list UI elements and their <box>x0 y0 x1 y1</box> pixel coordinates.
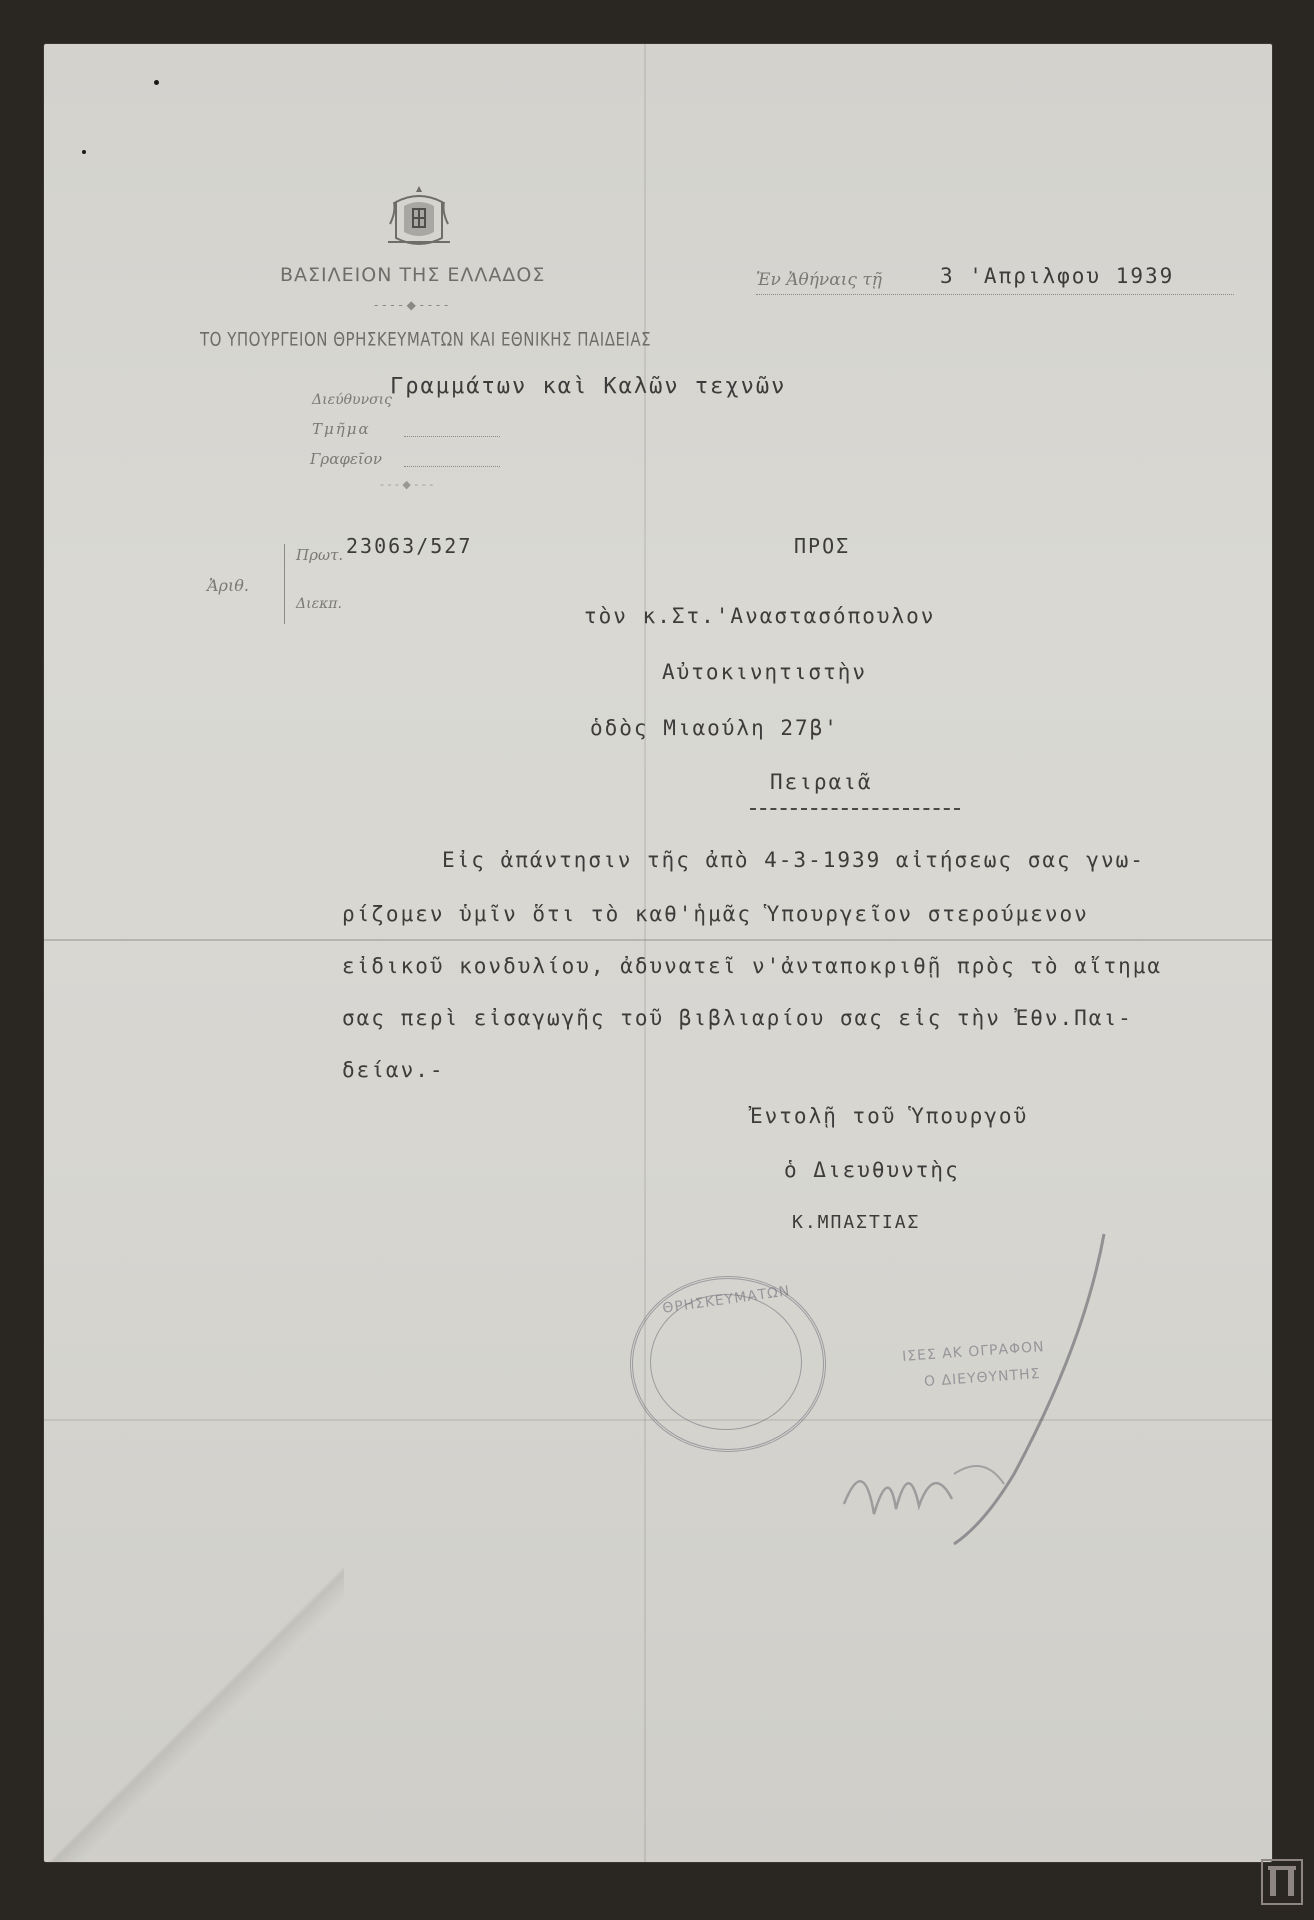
kingdom-heading: ΒΑΣΙΛΕΙΟΝ ΤΗΣ ΕΛΛΑΔΟΣ <box>280 264 546 286</box>
body-line: ρίζομεν ὑμῖν ὅτι τὸ καθ'ἡμᾶς Ὑπουργεῖον στερούμενον <box>342 902 1089 926</box>
recipient-city: Πειραιᾶ <box>770 770 873 794</box>
date-underline <box>756 294 1234 295</box>
body-line: σας περὶ εἰσαγωγῆς τοῦ βιβλιαρίου σας εἰς τὴν Ἐθν.Παι- <box>342 1006 1133 1030</box>
body-line: Εἰς ἀπάντησιν τῆς ἀπὸ 4-3-1939 αἰτήσεως σας γνω- <box>442 848 1145 872</box>
city-underline <box>750 808 960 810</box>
protocol-number: 23063/527 <box>346 534 473 558</box>
paper-crease <box>44 1502 344 1862</box>
pin-hole <box>154 80 159 85</box>
archive-logo-icon <box>1260 1858 1304 1906</box>
ministry-heading: ΤΟ ΥΠΟΥΡΓΕΙΟΝ ΘΡΗΣΚΕΥΜΑΤΩΝ ΚΑΙ ΕΘΝΙΚΗΣ ΠΑΙΔΕΙΑΣ <box>200 328 652 351</box>
coat-of-arms-icon <box>384 184 454 250</box>
signatory-title: ὁ Διευθυντὴς <box>784 1158 960 1182</box>
stamp-text-side: ΙΣΕΣ ΑΚ ΟΓΡΑΦΟΝ <box>901 1339 1046 1365</box>
letter-date: 3 'Απριλφου 1939 <box>940 264 1175 288</box>
section-dotline <box>404 436 500 437</box>
bureau-dotline <box>404 466 500 467</box>
section-label: Τμῆμα <box>312 420 371 438</box>
directorate-value: Γραμμάτων καὶ Καλῶν τεχνῶν <box>390 374 787 399</box>
office-divider: - - - ◆ - - - <box>380 478 434 491</box>
dispatch-label: Διεκπ. <box>296 596 342 612</box>
signatory-name: Κ.ΜΠΑΣΤΙΑΣ <box>792 1212 921 1233</box>
number-label: Ἀριθ. <box>207 576 249 595</box>
order-line: Ἐντολῇ τοῦ Ὑπουργοῦ <box>750 1104 1029 1128</box>
stamp-text-top: ΘΡΗΣΚΕΥΜΑΤΩΝ <box>661 1283 792 1317</box>
pin-hole <box>82 150 86 154</box>
stamp-text-side: Ο ΔΙΕΥΘΥΝΤΗΣ <box>923 1365 1041 1391</box>
bureau-label: Γραφεῖον <box>310 450 382 468</box>
to-label: ΠΡΟΣ <box>794 534 851 558</box>
protocol-label: Πρωτ. <box>296 546 344 564</box>
fold-line-vertical <box>644 44 646 1862</box>
recipient-name: τὸν κ.Στ.'Αναστασόπουλον <box>584 604 936 628</box>
body-line: εἰδικοῦ κονδυλίου, ἀδυνατεῖ ν'ἀνταποκριθῇ πρὸς τὸ αἴτημα <box>342 954 1163 978</box>
directorate-label: Διεύθυνσις <box>312 392 392 408</box>
ornament-divider: - - - - ◆ - - - - <box>374 298 449 312</box>
fold-line-horizontal <box>44 939 1272 941</box>
paper-sheet <box>44 44 1272 1862</box>
body-line: δείαν.- <box>342 1058 445 1082</box>
recipient-occupation: Αὐτοκινητιστὴν <box>662 660 868 684</box>
place-date-prefix: Ἐν Ἀθήναις τῇ <box>756 270 882 290</box>
recipient-street: ὁδὸς Μιαούλη 27β' <box>590 716 839 740</box>
reference-bracket <box>284 544 285 624</box>
handwritten-signature <box>834 1224 1134 1564</box>
